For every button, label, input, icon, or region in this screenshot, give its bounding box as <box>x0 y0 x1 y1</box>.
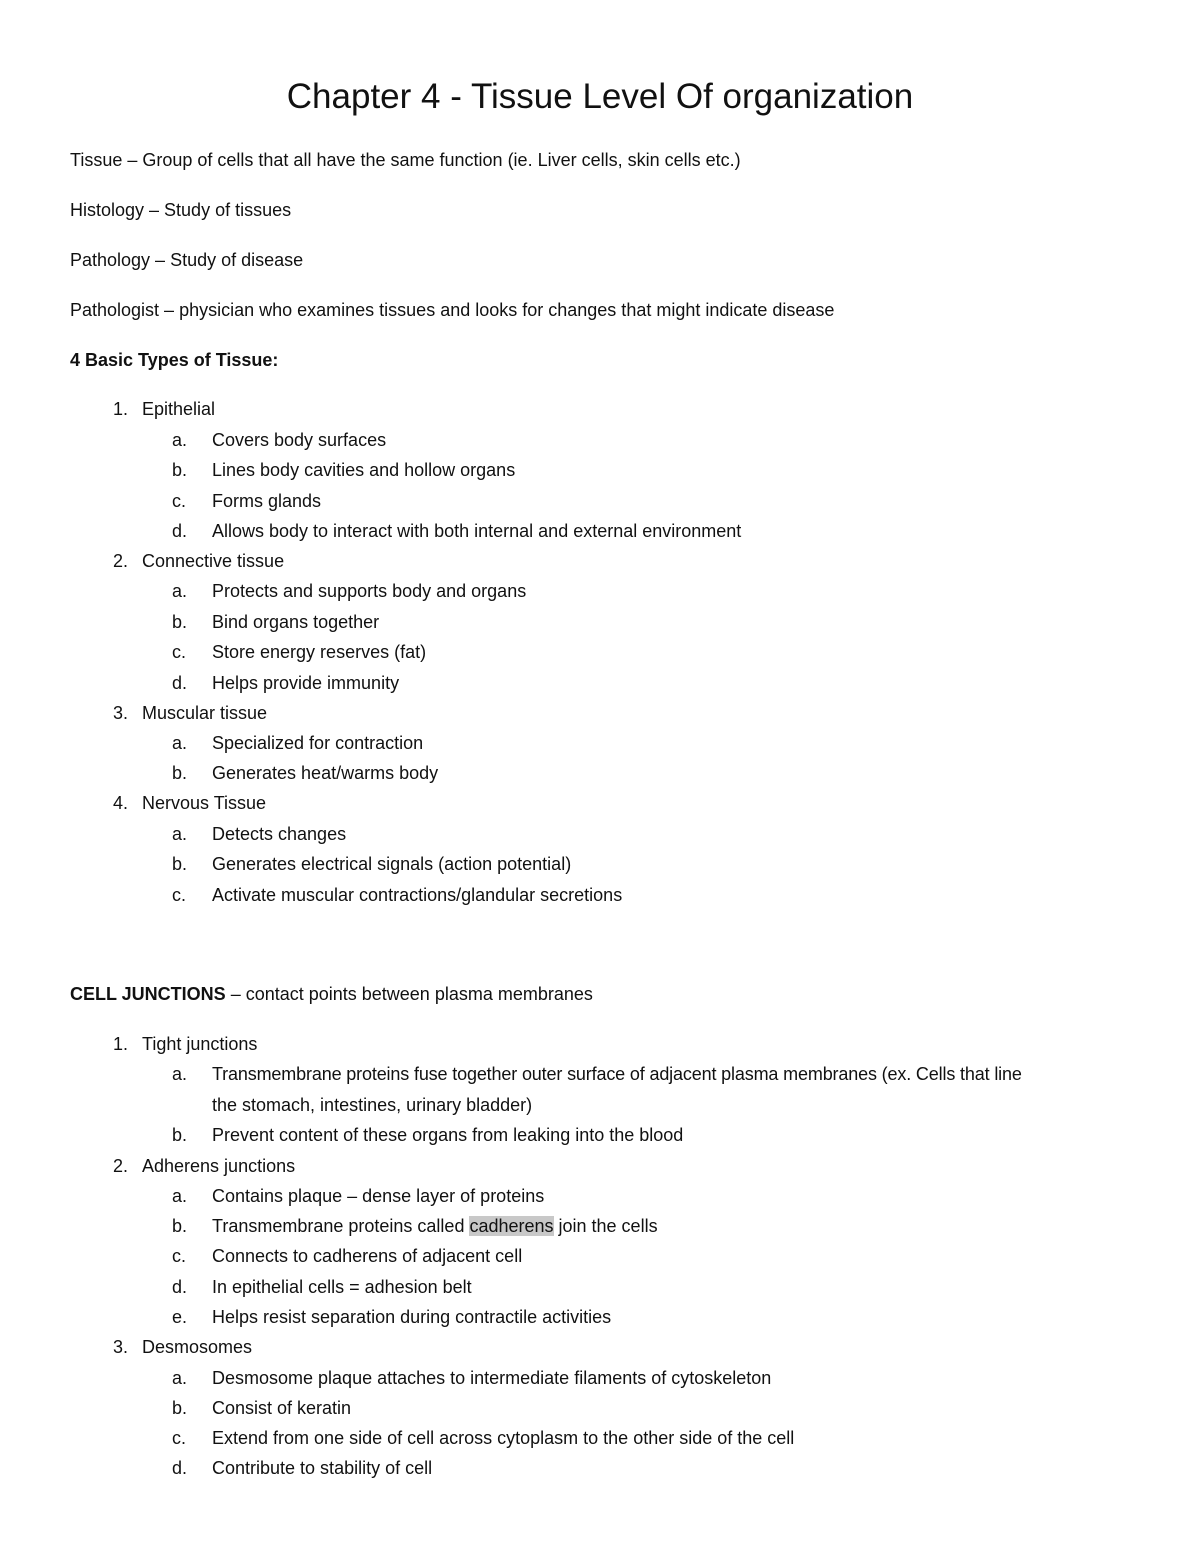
sub-list-text: Desmosome plaque attaches to intermediate filaments of cytoskeleton <box>212 1368 772 1388</box>
text-run: Transmembrane proteins called <box>212 1216 470 1236</box>
sub-list-letter: b. <box>172 1216 188 1236</box>
definition-histology: Histology – Study of tissues <box>70 200 292 220</box>
sub-list-letter: b. <box>172 1125 188 1145</box>
sub-list-letter: a. <box>172 1186 188 1206</box>
sub-list-text: Consist of keratin <box>212 1398 352 1418</box>
sub-list-text: Covers body surfaces <box>212 430 387 450</box>
list-label: Desmosomes <box>142 1337 253 1357</box>
sub-list-text: Bind organs together <box>212 612 380 632</box>
sub-list-text: Activate muscular contractions/glandular secretions <box>212 885 623 905</box>
sub-list-text: Helps resist separation during contractile activities <box>212 1307 612 1327</box>
junctions-heading <box>70 982 593 1006</box>
list-number: 2. <box>112 1156 128 1176</box>
sub-list-text: Generates heat/warms body <box>212 763 439 783</box>
page-title: Chapter 4 - Tissue Level Of organization <box>286 77 914 116</box>
list-number: 2. <box>112 551 128 571</box>
sub-list-text: Allows body to interact with both internal and external environment <box>212 521 742 541</box>
sub-list-text: Generates electrical signals (action potential) <box>212 854 572 874</box>
sub-list-text: Extend from one side of cell across cytoplasm to the other side of the cell <box>212 1428 795 1448</box>
sub-list-letter: b. <box>172 460 188 480</box>
sub-list-letter: d. <box>172 1277 188 1297</box>
sub-list-letter: a. <box>172 733 188 753</box>
list-label: Epithelial <box>142 399 216 419</box>
sub-list-letter: c. <box>172 491 187 511</box>
definition-pathology: Pathology – Study of disease <box>70 250 304 270</box>
sub-list-text: Specialized for contraction <box>212 733 424 753</box>
sub-list-text: Forms glands <box>212 491 322 511</box>
sub-list-text: Contribute to stability of cell <box>212 1458 433 1478</box>
list-label: Connective tissue <box>142 551 285 571</box>
sub-list-letter: d. <box>172 521 188 541</box>
sub-list-text: Transmembrane proteins fuse together outer surface of adjacent plasma membranes (ex. Cells that line <box>212 1064 1022 1084</box>
list-number: 4. <box>112 793 128 813</box>
definition-pathologist: Pathologist – physician who examines tissues and looks for changes that might indicate disease <box>70 300 835 320</box>
sub-list-letter: a. <box>172 824 188 844</box>
sub-list-letter: c. <box>172 885 187 905</box>
sub-list-letter: b. <box>172 1398 188 1418</box>
sub-list-letter: a. <box>172 1064 188 1084</box>
sub-list-letter: b. <box>172 763 188 783</box>
sub-list-text: Lines body cavities and hollow organs <box>212 460 516 480</box>
list-label: Tight junctions <box>142 1034 258 1054</box>
list-number: 3. <box>112 703 128 723</box>
sub-list-letter: b. <box>172 612 188 632</box>
highlighted-term: cadherens <box>469 1216 554 1236</box>
sub-list-letter: d. <box>172 1458 188 1478</box>
sub-list-text: Connects to cadherens of adjacent cell <box>212 1246 523 1266</box>
sub-list-text: Detects changes <box>212 824 347 844</box>
list-label: Nervous Tissue <box>142 793 267 813</box>
sub-list-letter: a. <box>172 581 188 601</box>
sub-list-text: Store energy reserves (fat) <box>212 642 427 662</box>
sub-list-text: the stomach, intestines, urinary bladder) <box>212 1095 533 1115</box>
sub-list-text: Helps provide immunity <box>212 673 400 693</box>
sub-list-letter: e. <box>172 1307 188 1327</box>
sub-list-letter: a. <box>172 1368 188 1388</box>
list-number: 1. <box>112 1034 128 1054</box>
junctions-heading-term: CELL JUNCTIONS <box>70 984 226 1004</box>
sub-list-text: Contains plaque – dense layer of proteins <box>212 1186 545 1206</box>
sub-list-letter: a. <box>172 430 188 450</box>
sub-list-text <box>212 1214 658 1238</box>
sub-list-text: Prevent content of these organs from leaking into the blood <box>212 1125 684 1145</box>
list-label: Adherens junctions <box>142 1156 296 1176</box>
list-label: Muscular tissue <box>142 703 268 723</box>
sub-list-letter: c. <box>172 1246 187 1266</box>
types-heading: 4 Basic Types of Tissue: <box>70 350 279 370</box>
definition-tissue: Tissue – Group of cells that all have the same function (ie. Liver cells, skin cells etc.) <box>70 150 741 170</box>
list-number: 3. <box>112 1337 128 1357</box>
junctions-heading-definition: – contact points between plasma membranes <box>225 984 593 1004</box>
sub-list-text: Protects and supports body and organs <box>212 581 527 601</box>
text-run: join the cells <box>553 1216 658 1236</box>
sub-list-letter: c. <box>172 642 187 662</box>
list-number: 1. <box>112 399 128 419</box>
sub-list-text: In epithelial cells = adhesion belt <box>212 1277 472 1297</box>
sub-list-letter: c. <box>172 1428 187 1448</box>
sub-list-letter: b. <box>172 854 188 874</box>
sub-list-letter: d. <box>172 673 188 693</box>
